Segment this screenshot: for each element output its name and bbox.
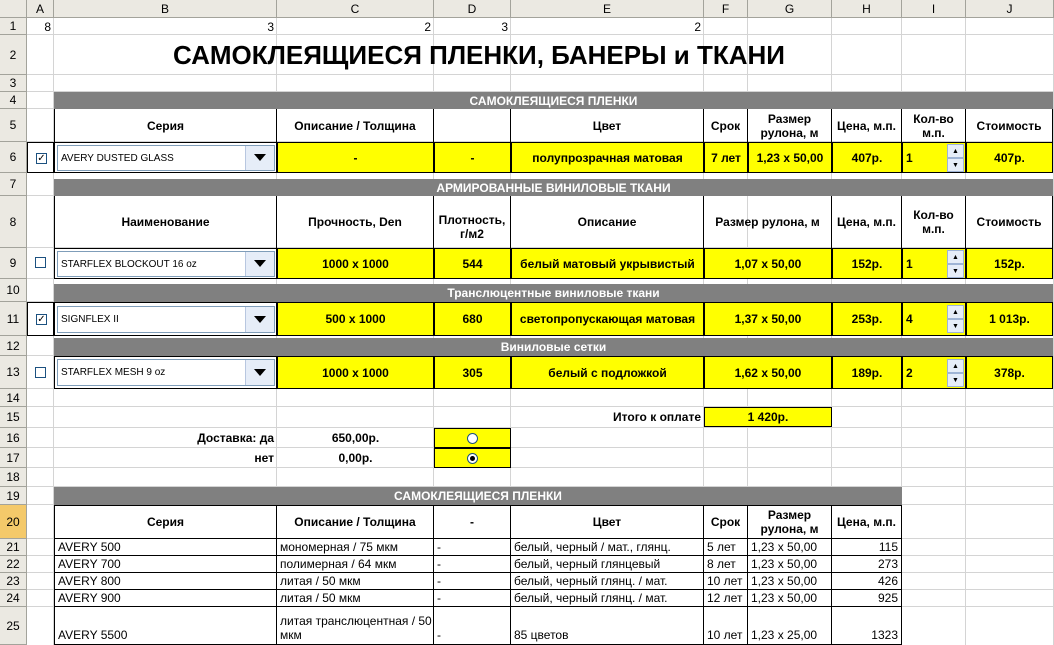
- header-desc: Описание / Толщина: [277, 109, 434, 142]
- row11-density[interactable]: 680: [434, 302, 511, 336]
- row-header-23[interactable]: 23: [0, 573, 27, 590]
- row-header-10[interactable]: 10: [0, 279, 27, 302]
- catalog-header-color: Цвет: [511, 505, 704, 539]
- spin-down-icon[interactable]: ▼: [947, 373, 964, 387]
- catalog-cell-term[interactable]: 12 лет: [704, 590, 748, 607]
- catalog-cell-term[interactable]: 5 лет: [704, 539, 748, 556]
- row-header-11[interactable]: 11: [0, 302, 27, 336]
- cell-e1[interactable]: 2: [694, 19, 701, 34]
- catalog-cell-desc[interactable]: литая транслюцентная / 50 мкм: [277, 607, 434, 645]
- row11-series-value: SIGNFLEX II: [61, 314, 119, 325]
- spin-up-icon[interactable]: ▲: [947, 305, 964, 319]
- row9-desc[interactable]: белый матовый укрывистый: [511, 248, 704, 279]
- column-header-e[interactable]: E: [511, 0, 704, 18]
- catalog-cell-desc[interactable]: полимерная / 64 мкм: [277, 556, 434, 573]
- chevron-down-icon[interactable]: [245, 360, 274, 385]
- header-color: Цвет: [511, 109, 704, 142]
- catalog-cell-price[interactable]: 426: [832, 573, 902, 590]
- row6-series-value: AVERY DUSTED GLASS: [61, 152, 174, 164]
- row6-color[interactable]: полупрозрачная матовая: [511, 142, 704, 173]
- catalog-cell-desc[interactable]: литая / 50 мкм: [277, 590, 434, 607]
- cell-b1[interactable]: 3: [267, 19, 274, 34]
- row9-checkbox[interactable]: [35, 257, 46, 268]
- row11-price[interactable]: 253р.: [832, 302, 902, 336]
- header-series: Серия: [54, 109, 277, 142]
- catalog-cell-d[interactable]: -: [434, 607, 511, 645]
- catalog-header-desc: Описание / Толщина: [277, 505, 434, 539]
- header-density: Плотность, г/м2: [434, 196, 511, 248]
- section-band-reinforced: АРМИРОВАННЫЕ ВИНИЛОВЫЕ ТКАНИ: [54, 179, 1053, 196]
- header-roll-size: Размер рулона, м: [704, 196, 832, 248]
- section-band-translucent: Транслюцентные виниловые ткани: [54, 284, 1053, 302]
- catalog-header-price: Цена, м.п.: [832, 505, 902, 539]
- catalog-band: САМОКЛЕЯЩИЕСЯ ПЛЕНКИ: [54, 487, 902, 505]
- row-header-3[interactable]: 3: [0, 75, 27, 92]
- row6-term[interactable]: 7 лет: [704, 142, 748, 173]
- catalog-cell-desc[interactable]: литая / 50 мкм: [277, 573, 434, 590]
- row13-strength[interactable]: 1000 х 1000: [277, 356, 434, 389]
- row11-cost[interactable]: 1 013р.: [966, 302, 1053, 336]
- row11-checkbox-cell: [27, 302, 54, 336]
- row9-strength[interactable]: 1000 х 1000: [277, 248, 434, 279]
- row11-series-combo[interactable]: [57, 306, 275, 333]
- catalog-cell-term[interactable]: 10 лет: [704, 573, 748, 590]
- row-header-16[interactable]: 16: [0, 428, 27, 448]
- row-header-6[interactable]: 6: [0, 142, 27, 173]
- row9-density[interactable]: 544: [434, 248, 511, 279]
- catalog-cell-d[interactable]: -: [434, 556, 511, 573]
- catalog-cell-series[interactable]: AVERY 900: [54, 590, 277, 607]
- cell-d1[interactable]: 3: [501, 19, 508, 34]
- column-header-b[interactable]: B: [54, 0, 277, 18]
- catalog-cell-size[interactable]: 1,23 х 50,00: [748, 539, 832, 556]
- row9-qty[interactable]: 1: [902, 248, 966, 279]
- row11-qty-spinner[interactable]: [947, 305, 964, 333]
- column-header-h[interactable]: H: [832, 0, 902, 18]
- catalog-cell-size[interactable]: 1,23 х 50,00: [748, 573, 832, 590]
- row-header-18[interactable]: 18: [0, 468, 27, 487]
- header-blank: [434, 109, 511, 142]
- row9-series-combo[interactable]: [57, 251, 275, 277]
- row13-qty[interactable]: 2: [902, 356, 966, 389]
- delivery-no-radio-cell: [434, 448, 511, 468]
- row11-desc[interactable]: светопропускающая матовая: [511, 302, 704, 336]
- row9-qty-spinner[interactable]: [947, 250, 964, 278]
- spin-up-icon[interactable]: ▲: [947, 250, 964, 264]
- row13-price[interactable]: 189р.: [832, 356, 902, 389]
- catalog-cell-series[interactable]: AVERY 5500: [54, 607, 277, 645]
- row6-d[interactable]: -: [434, 142, 511, 173]
- row11-size[interactable]: 1,37 х 50,00: [704, 302, 832, 336]
- row11-series-cell: [54, 302, 277, 336]
- catalog-cell-term[interactable]: 8 лет: [704, 556, 748, 573]
- gridline-h: [27, 467, 1054, 468]
- catalog-cell-color[interactable]: 85 цветов: [511, 607, 704, 645]
- header-term: Срок: [704, 109, 748, 142]
- column-header-a[interactable]: A: [27, 0, 54, 18]
- row-header-17[interactable]: 17: [0, 448, 27, 468]
- row13-size[interactable]: 1,62 х 50,00: [704, 356, 832, 389]
- header-name: Наименование: [54, 196, 277, 248]
- catalog-cell-series[interactable]: AVERY 700: [54, 556, 277, 573]
- delivery-no-label: нет: [254, 450, 274, 465]
- row-header-9[interactable]: 9: [0, 248, 27, 279]
- row-header-15[interactable]: 15: [0, 407, 27, 428]
- catalog-cell-size[interactable]: 1,23 х 25,00: [748, 607, 832, 645]
- catalog-header-series: Серия: [54, 505, 277, 539]
- row9-price[interactable]: 152р.: [832, 248, 902, 279]
- column-header-g[interactable]: G: [748, 0, 832, 18]
- row9-series-cell: [54, 248, 277, 279]
- row11-qty[interactable]: 4: [902, 302, 966, 336]
- total-value[interactable]: 1 420р.: [704, 407, 832, 427]
- row6-desc[interactable]: -: [277, 142, 434, 173]
- row13-qty-spinner[interactable]: [947, 359, 964, 387]
- row6-cost[interactable]: 407р.: [966, 142, 1053, 173]
- header-cost-2: Стоимость: [966, 196, 1053, 248]
- row13-checkbox-cell: [27, 356, 54, 389]
- spin-up-icon[interactable]: ▲: [947, 359, 964, 373]
- delivery-yes-value: 650,00р.: [331, 430, 380, 445]
- column-header-i[interactable]: I: [902, 0, 966, 18]
- catalog-cell-size[interactable]: 1,23 х 50,00: [748, 556, 832, 573]
- row-header-13[interactable]: 13: [0, 356, 27, 389]
- row-header-1[interactable]: 1: [0, 18, 27, 35]
- select-all-corner[interactable]: [0, 0, 27, 18]
- header-description: Описание: [511, 196, 704, 248]
- delivery-no-value: 0,00р.: [338, 450, 373, 465]
- row6-series-combo[interactable]: [57, 145, 275, 171]
- row-header-5[interactable]: 5: [0, 109, 27, 142]
- row6-qty[interactable]: 1: [902, 142, 966, 173]
- row-header-12[interactable]: 12: [0, 336, 27, 356]
- column-header-j[interactable]: J: [966, 0, 1054, 18]
- catalog-cell-price[interactable]: 115: [832, 539, 902, 556]
- catalog-cell-size[interactable]: 1,23 х 50,00: [748, 590, 832, 607]
- chevron-down-icon[interactable]: [245, 146, 274, 170]
- cell-a1[interactable]: 8: [44, 19, 51, 34]
- row13-desc[interactable]: белый с подложкой: [511, 356, 704, 389]
- total-label: Итого к оплате: [613, 410, 701, 424]
- catalog-header-d: -: [434, 505, 511, 539]
- column-header-d[interactable]: D: [434, 0, 511, 18]
- chevron-down-icon[interactable]: [245, 252, 274, 276]
- delivery-no-radio[interactable]: [467, 453, 478, 464]
- row13-series-cell: [54, 356, 277, 389]
- header-qty-2: Кол-во м.п.: [902, 196, 966, 248]
- spin-down-icon[interactable]: ▼: [947, 319, 964, 333]
- column-header-c[interactable]: C: [277, 0, 434, 18]
- delivery-yes-label: Доставка: да: [197, 430, 274, 445]
- catalog-cell-color[interactable]: белый, черный / мат., глянц.: [511, 539, 704, 556]
- row6-checkbox[interactable]: ✓: [37, 152, 46, 164]
- catalog-cell-series[interactable]: AVERY 500: [54, 539, 277, 556]
- chevron-down-icon[interactable]: [245, 307, 274, 332]
- catalog-cell-price[interactable]: 1323: [832, 607, 902, 645]
- row9-cost[interactable]: 152р.: [966, 248, 1053, 279]
- row-header-25[interactable]: 25: [0, 607, 27, 645]
- spin-down-icon[interactable]: ▼: [947, 264, 964, 278]
- catalog-cell-color[interactable]: белый, черный глянц. / мат.: [511, 590, 704, 607]
- row-header-21[interactable]: 21: [0, 539, 27, 556]
- row9-size[interactable]: 1,07 х 50,00: [704, 248, 832, 279]
- catalog-cell-price[interactable]: 273: [832, 556, 902, 573]
- section-band-mesh: Виниловые сетки: [54, 338, 1053, 356]
- spin-down-icon[interactable]: ▼: [947, 158, 964, 172]
- row-header-2[interactable]: 2: [0, 35, 27, 75]
- catalog-cell-color[interactable]: белый, черный глянцевый: [511, 556, 704, 573]
- header-size: Размер рулона, м: [748, 109, 832, 142]
- catalog-header-term: Срок: [704, 505, 748, 539]
- row9-series-value: STARFLEX BLOCKOUT 16 oz: [61, 258, 197, 270]
- catalog-cell-term[interactable]: 10 лет: [704, 607, 748, 645]
- row13-series-value: STARFLEX MESH 9 oz: [61, 367, 166, 378]
- row6-series-cell: [54, 142, 277, 173]
- row13-cost[interactable]: 378р.: [966, 356, 1053, 389]
- row6-qty-spinner[interactable]: [947, 144, 964, 172]
- catalog-cell-d[interactable]: -: [434, 539, 511, 556]
- header-price: Цена, м.п.: [832, 109, 902, 142]
- header-cost: Стоимость: [966, 109, 1053, 142]
- row-header-24[interactable]: 24: [0, 590, 27, 607]
- column-header-f[interactable]: F: [704, 0, 748, 18]
- row-header-14[interactable]: 14: [0, 389, 27, 407]
- row11-strength[interactable]: 500 х 1000: [277, 302, 434, 336]
- delivery-yes-radio-cell: [434, 428, 511, 448]
- catalog-cell-price[interactable]: 925: [832, 590, 902, 607]
- row-header-19[interactable]: 19: [0, 487, 27, 505]
- spin-up-icon[interactable]: ▲: [947, 144, 964, 158]
- row-header-4[interactable]: 4: [0, 92, 27, 109]
- header-price-2: Цена, м.п.: [832, 196, 902, 248]
- row-header-22[interactable]: 22: [0, 556, 27, 573]
- catalog-cell-color[interactable]: белый, черный глянц. / мат.: [511, 573, 704, 590]
- row9-checkbox-cell: [27, 248, 54, 279]
- row6-size[interactable]: 1,23 х 50,00: [748, 142, 832, 173]
- row-header-8[interactable]: 8: [0, 196, 27, 248]
- row13-density[interactable]: 305: [434, 356, 511, 389]
- catalog-header-size: Размер рулона, м: [748, 505, 832, 539]
- header-strength: Прочность, Den: [277, 196, 434, 248]
- cell-c1[interactable]: 2: [424, 19, 431, 34]
- row6-checkbox-cell: [27, 142, 54, 173]
- catalog-cell-desc[interactable]: мономерная / 75 мкм: [277, 539, 434, 556]
- header-qty: Кол-во м.п.: [902, 109, 966, 142]
- catalog-cell-series[interactable]: AVERY 800: [54, 573, 277, 590]
- row13-checkbox[interactable]: [35, 367, 46, 378]
- row6-price[interactable]: 407р.: [832, 142, 902, 173]
- row-header-7[interactable]: 7: [0, 173, 27, 196]
- section-band-films: САМОКЛЕЯЩИЕСЯ ПЛЕНКИ: [54, 92, 1053, 109]
- page-title: САМОКЛЕЯЩИЕСЯ ПЛЕНКИ, БАНЕРЫ и ТКАНИ: [172, 39, 785, 70]
- delivery-yes-radio[interactable]: [467, 433, 478, 444]
- row13-series-combo[interactable]: [57, 359, 275, 386]
- catalog-cell-d[interactable]: -: [434, 573, 511, 590]
- row11-checkbox[interactable]: ✓: [37, 313, 46, 325]
- row-header-20[interactable]: 20: [0, 505, 27, 539]
- catalog-cell-d[interactable]: -: [434, 590, 511, 607]
